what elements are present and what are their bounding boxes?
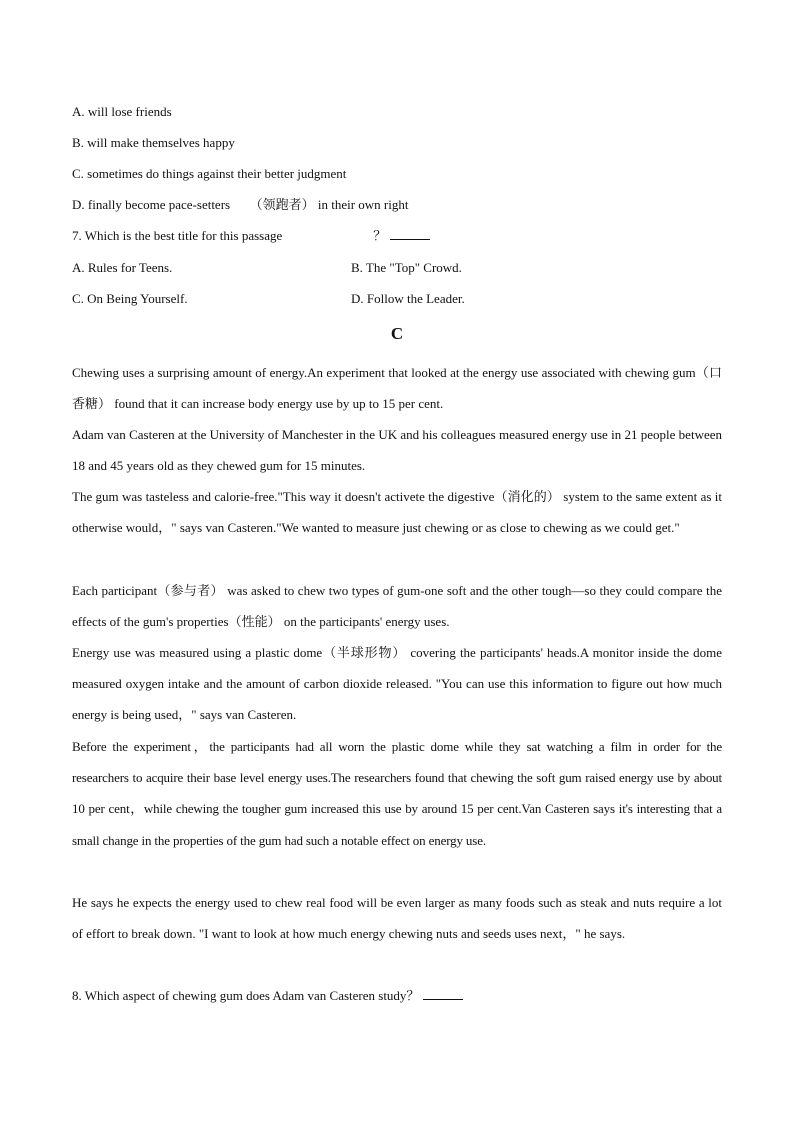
q7-options-row-1 [72,258,722,278]
paragraph-4: Each participant（参与者） was asked to chew two types of gum-one soft and the other tough—so they could compare the effects of the gum's properties（性能） on the participants' energy uses. [72,583,722,630]
q7-stem-text: 7. Which is the best title for this passage ？ [72,228,387,243]
paragraph-1: Chewing uses a surprising amount of energy.An experiment that looked at the energy use associated with chewing gum（口香糖） found that it can increase body energy use by up to 15 per cent. [72,365,722,412]
q7-option-a: A. Rules for Teens. [72,260,173,275]
q7-option-c: C. On Being Yourself. [72,291,188,306]
q6-option-a: A. will lose friends [72,104,172,119]
q7-options-row-2 [72,289,722,309]
answer-blank [390,227,430,240]
q7-stem [72,226,430,246]
q8-stem-text: 8. Which aspect of chewing gum does Adam van Casteren study？ [72,988,420,1003]
q6-option-c: C. sometimes do things against their better judgment [72,166,347,181]
q7-option-d: D. Follow the Leader. [351,291,465,306]
q6-option-b: B. will make themselves happy [72,135,235,150]
paragraph-5: Energy use was measured using a plastic dome（半球形物） covering the participants' heads.A monitor inside the dome measured oxygen intake and the amount of carbon dioxide released. "You can use this information to figure out how much energy is being used，" says van Casteren. [72,645,722,723]
q8-stem [72,986,463,1006]
paragraph-6: Before the experiment，the participants had all worn the plastic dome while they sat watching a film in order for the researchers to acquire their base level energy uses.The researchers found that chewing the soft gum raised energy use by about 10 per cent，while chewing the tougher gum increased this use by around 15 per cent.Van Casteren says it's interesting that a small change in the properties of the gum had such a notable effect on energy use. [72,739,722,848]
q6-option-d: D. finally become pace-setters （领跑者） in their own right [72,197,409,212]
answer-blank [423,987,463,1000]
q7-option-b: B. The "Top" Crowd. [351,260,462,275]
section-heading: C [390,324,404,343]
paragraph-7: He says he expects the energy used to chew real food will be even larger as many foods such as steak and nuts require a lot of effort to break down. "I want to look at how much energy chewing nuts and seeds uses next，" he says. [72,895,722,942]
paragraph-3: The gum was tasteless and calorie-free."This way it doesn't activete the digestive（消化的） system to the same extent as it otherwise would，" says van Casteren."We wanted to measure just chewing or as close to chewing as we could get." [72,489,722,536]
paragraph-2: Adam van Casteren at the University of Manchester in the UK and his colleagues measured energy use in 21 people between 18 and 45 years old as they chewed gum for 15 minutes. [72,427,722,474]
